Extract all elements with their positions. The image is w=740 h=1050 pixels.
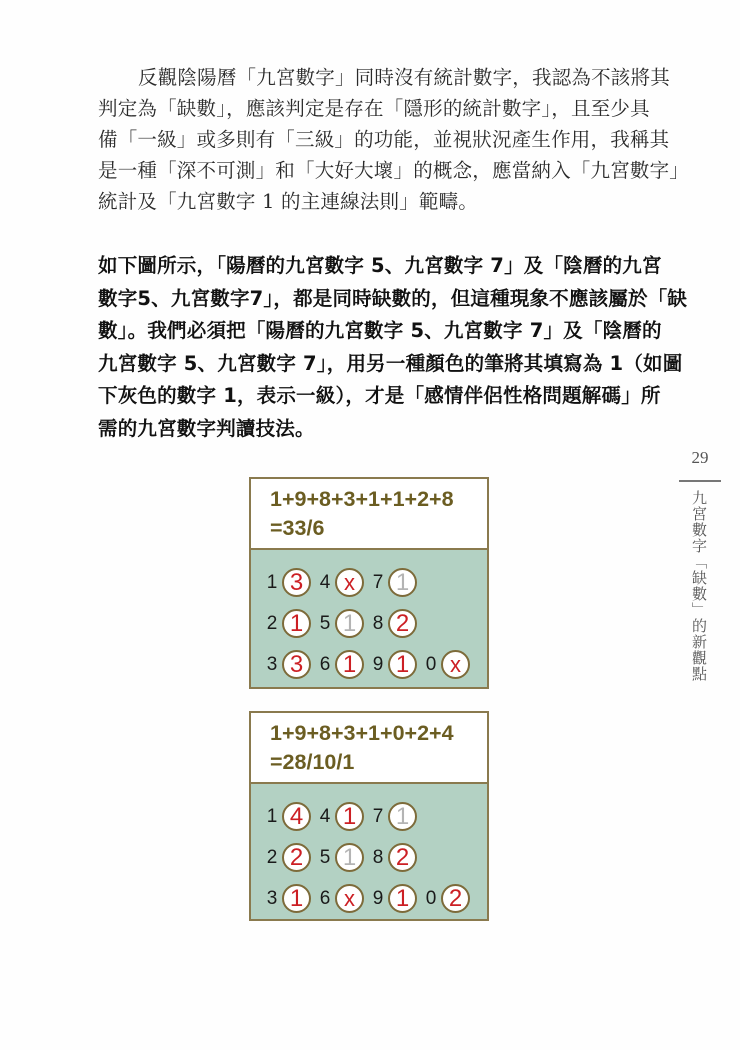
count-circle: 1 xyxy=(335,802,364,831)
palace-number: 6 xyxy=(319,653,331,675)
paragraph-line: 下灰色的數字 1，表示一級），才是「感情伴侶性格問題解碼」所 xyxy=(98,384,661,407)
palace-number: 2 xyxy=(266,612,278,634)
missing-x-circle: x xyxy=(441,650,470,679)
paragraph-2 xyxy=(98,250,688,445)
paragraph-line: 判定為「缺數」，應該判定是存在「隱形的統計數字」，且至少具 xyxy=(98,97,650,120)
grid-row xyxy=(265,878,487,919)
number-grid xyxy=(251,784,487,919)
hidden-count-circle: 1 xyxy=(335,843,364,872)
paragraph-line: 如下圖所示，「陽曆的九宮數字 5、九宮數字 7」及「陰曆的九宮 xyxy=(98,254,662,277)
grid-cell xyxy=(318,843,369,872)
palace-number: 1 xyxy=(266,571,278,593)
palace-number: 7 xyxy=(372,571,384,593)
hidden-count-circle: 1 xyxy=(388,802,417,831)
count-circle: 1 xyxy=(282,884,311,913)
grid-cell xyxy=(265,802,316,831)
palace-number: 6 xyxy=(319,887,331,909)
palace-number: 9 xyxy=(372,887,384,909)
grid-cell xyxy=(318,802,369,831)
palace-number: 5 xyxy=(319,846,331,868)
nine-palace-chart-lunar xyxy=(249,711,489,921)
nine-palace-chart-solar xyxy=(249,477,489,689)
formula-header xyxy=(251,479,487,550)
grid-cell xyxy=(318,650,369,679)
grid-cell xyxy=(371,650,422,679)
grid-cell xyxy=(318,884,369,913)
grid-row xyxy=(265,603,487,644)
paragraph-line: 統計及「九宮數字 1 的主連線法則」範疇。 xyxy=(98,190,479,213)
grid-cell xyxy=(371,884,422,913)
paragraph-line: 是一種「深不可測」和「大好大壞」的概念，應當納入「九宮數字」 xyxy=(98,159,690,182)
grid-cell xyxy=(371,609,422,638)
formula-line-1: 1+9+8+3+1+1+2+8 xyxy=(270,487,454,511)
grid-row xyxy=(265,562,487,603)
paragraph-line: 數字5、九宮數字7」，都是同時缺數的，但這種現象不應該屬於「缺 xyxy=(98,286,688,310)
grid-cell xyxy=(265,568,316,597)
missing-x-circle: x xyxy=(335,568,364,597)
palace-number: 7 xyxy=(372,805,384,827)
paragraph-line: 數」。我們必須把「陽曆的九宮數字 5、九宮數字 7」及「陰曆的 xyxy=(98,319,662,342)
grid-cell xyxy=(318,609,369,638)
hidden-count-circle: 1 xyxy=(388,568,417,597)
grid-cell xyxy=(371,568,422,597)
formula-line-2: =28/10/1 xyxy=(270,750,355,774)
count-circle: 1 xyxy=(282,609,311,638)
grid-cell xyxy=(265,843,316,872)
paragraph-line: 九宮數字 5、九宮數字 7」，用另一種顏色的筆將其填寫為 1（如圖 xyxy=(98,351,683,375)
palace-number: 5 xyxy=(319,612,331,634)
grid-cell xyxy=(265,650,316,679)
count-circle: 3 xyxy=(282,650,311,679)
palace-number: 9 xyxy=(372,653,384,675)
palace-number: 3 xyxy=(266,653,278,675)
paragraph-line: 備「一級」或多則有「三級」的功能，並視狀況產生作用，我稱其 xyxy=(98,128,670,151)
count-circle: 1 xyxy=(388,650,417,679)
count-circle: 1 xyxy=(388,884,417,913)
paragraph-line: 反觀陰陽曆「九宮數字」同時沒有統計數字，我認為不該將其 xyxy=(138,66,670,89)
count-circle: 2 xyxy=(441,884,470,913)
palace-number: 8 xyxy=(372,846,384,868)
chapter-title: 九宮數字「缺數」的新觀點 xyxy=(690,490,708,682)
count-circle: 2 xyxy=(388,843,417,872)
grid-cell xyxy=(424,884,475,913)
grid-cell xyxy=(265,609,316,638)
palace-number: 8 xyxy=(372,612,384,634)
formula-line-2: =33/6 xyxy=(270,516,325,540)
formula-line-1: 1+9+8+3+1+0+2+4 xyxy=(270,721,454,745)
hidden-count-circle: 1 xyxy=(335,609,364,638)
number-grid xyxy=(251,550,487,687)
grid-row xyxy=(265,644,487,685)
count-circle: 2 xyxy=(282,843,311,872)
margin-divider xyxy=(679,480,721,482)
count-circle: 3 xyxy=(282,568,311,597)
grid-cell xyxy=(265,884,316,913)
palace-number: 4 xyxy=(319,805,331,827)
grid-cell xyxy=(318,568,369,597)
palace-number: 2 xyxy=(266,846,278,868)
paragraph-1 xyxy=(98,62,690,217)
count-circle: 2 xyxy=(388,609,417,638)
paragraph-line: 需的九宮數字判讀技法。 xyxy=(98,416,315,440)
grid-cell xyxy=(371,802,422,831)
formula-header xyxy=(251,713,487,784)
palace-number: 4 xyxy=(319,571,331,593)
grid-cell xyxy=(371,843,422,872)
count-circle: 4 xyxy=(282,802,311,831)
grid-row xyxy=(265,837,487,878)
palace-number: 0 xyxy=(425,887,437,909)
grid-row xyxy=(265,796,487,837)
palace-number: 1 xyxy=(266,805,278,827)
count-circle: 1 xyxy=(335,650,364,679)
grid-cell xyxy=(424,650,475,679)
missing-x-circle: x xyxy=(335,884,364,913)
page-number: 29 xyxy=(691,448,709,467)
palace-number: 0 xyxy=(425,653,437,675)
palace-number: 3 xyxy=(266,887,278,909)
